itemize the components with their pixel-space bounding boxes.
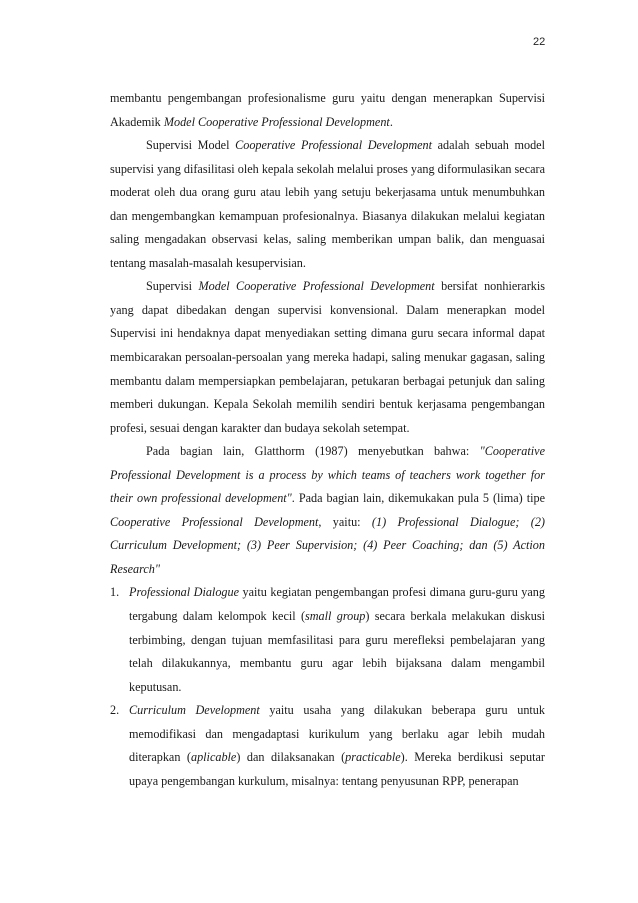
paragraph bbox=[110, 87, 545, 134]
text-run: ). Mereka berdikusi seputar upaya pengembangan kurkulum, misalnya: tentang penyusunan RPP, penerapan bbox=[129, 750, 545, 788]
paragraph bbox=[110, 440, 545, 581]
text-run: yaitu kegiatan pengembangan profesi dimana guru-guru yang tergabung dalam kelompok kecil ( bbox=[129, 585, 545, 624]
text-run: Pada bagian lain, Glatthorm (1987) menyebutkan bahwa: bbox=[146, 444, 480, 459]
italic-run: Cooperative Professional Development bbox=[235, 138, 433, 153]
italic-run: Model Cooperative Professional Development bbox=[163, 114, 390, 129]
italic-run: aplicable bbox=[190, 750, 237, 765]
list-number: 2. bbox=[110, 703, 120, 718]
numbered-list bbox=[110, 581, 545, 793]
list-item bbox=[110, 699, 545, 793]
text-run: Supervisi bbox=[146, 279, 199, 294]
italic-run: Curriculum Development bbox=[129, 703, 260, 718]
italic-run: Cooperative Professional Development bbox=[110, 514, 319, 529]
text-run: bersifat nonhierarkis yang dapat dibedakan dengan supervisi konvensional. Dalam menerapkan model Supervisi ini hendaknya dapat menyediakan setting dimana guru secara informal dapat membicarakan persoalan-persoalan yang mereka hadapi, saling menukar gagasan, saling membantu dalam mempersiapkan pembelajaran, petukaran berbagai petunjuk dan saling memberi dukungan. Kepala Sekolah memilih sendiri bentuk kerjasama pengembangan profesi, sesuai dengan karakter dan budaya sekolah setempat. bbox=[110, 279, 546, 435]
list-number: 1. bbox=[110, 585, 120, 600]
text-run: yaitu usaha yang dilakukan beberapa guru untuk memodifikasi dan mengadaptasi kurikulum yang berlaku agar lebih mudah diterapkan ( bbox=[129, 703, 545, 765]
italic-run: Model Cooperative Professional Development bbox=[198, 279, 435, 294]
text-run: ) secara berkala melakukan diskusi terbimbing, dengan tujuan memfasilitasi para guru merefleksi pembelajaran yang telah dilakukannya, membantu guru agar lebih bijaksana dalam mengambil keputusan. bbox=[129, 609, 546, 694]
text-run: adalah sebuah model supervisi yang difasilitasi oleh kepala sekolah melalui proses yang diformulasikan secara moderat oleh dua orang guru atau lebih yang setuju bekerjasama untuk menumbuhkan dan mengembangkan kemampuan profesionalnya. Biasanya dilakukan melalui kegiatan saling mengadakan observasi kelas, saling memberikan umpan balik, dan menguasai tentang masalah-masalah kesupervisian. bbox=[110, 138, 545, 270]
text-run: membantu pengembangan profesionalisme guru yaitu dengan menerapkan Supervisi Akademik bbox=[110, 91, 545, 129]
italic-run: small group bbox=[305, 609, 366, 624]
italic-run: Professional Dialogue bbox=[129, 585, 240, 600]
page-number: 22 bbox=[533, 36, 546, 48]
body-text bbox=[110, 87, 545, 793]
text-run: . Pada bagian lain, dikemukakan pula 5 (lima) tipe bbox=[291, 491, 545, 506]
text-run: . bbox=[389, 114, 393, 129]
italic-run: practicable bbox=[345, 750, 401, 765]
italic-run: (1) Professional Dialogue; (2) Curriculum Development; (3) Peer Supervision; (4) Peer Coaching; dan (5) Action Research" bbox=[110, 514, 545, 576]
italic-run: "Cooperative Professional Development is a process by which teams of teachers work together for their own professional development" bbox=[110, 444, 545, 506]
text-run: ) dan dilaksanakan ( bbox=[236, 750, 346, 765]
list-item bbox=[110, 581, 545, 699]
paragraph bbox=[110, 134, 545, 275]
text-run: , yaitu: bbox=[318, 514, 372, 529]
paragraph bbox=[110, 275, 545, 440]
text-run: Supervisi Model bbox=[146, 138, 236, 153]
